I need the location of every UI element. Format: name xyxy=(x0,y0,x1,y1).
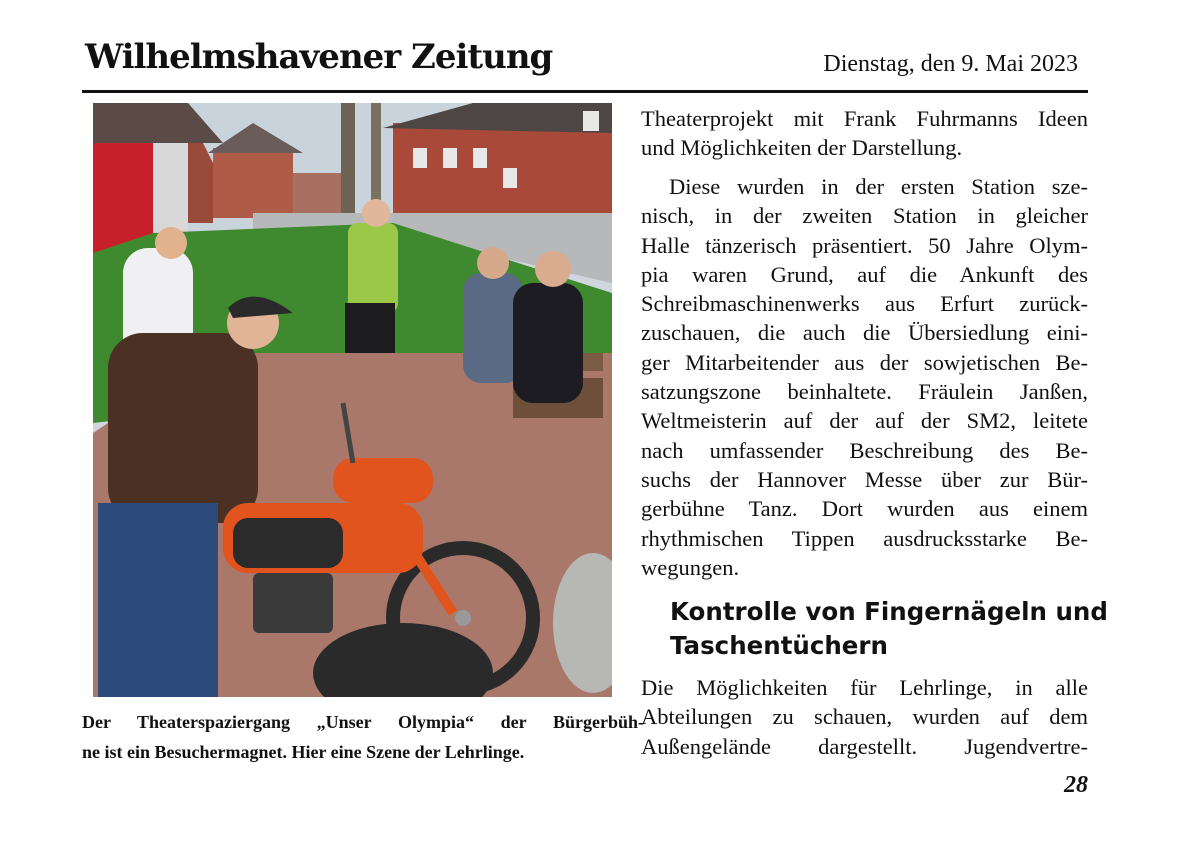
text-line: suchs der Hannover Messe über zur Bür- xyxy=(641,466,1088,492)
subheading-line: Taschentüchern xyxy=(670,631,888,660)
issue-date: Dienstag, den 9. Mai 2023 xyxy=(823,51,1078,77)
text-line: Die Möglichkeiten für Lehrlinge, in alle xyxy=(641,675,1088,700)
text-line: Theaterprojekt mit Frank Fuhrmanns Ideen xyxy=(641,106,1088,131)
text-line: gerbühne Tanz. Dort wurden aus einem xyxy=(641,496,1088,522)
text-line: ger Mitarbeitender aus der sowjetischen Be- xyxy=(641,349,1088,375)
article-photo xyxy=(93,103,612,697)
text-line: Weltmeisterin auf der auf der SM2, leitete xyxy=(641,408,1088,434)
text-line: nach umfassender Beschreibung des Be- xyxy=(641,437,1088,463)
text-line: pia waren Grund, auf die Ankunft des xyxy=(641,261,1088,287)
subheading-line: Kontrolle von Fingernägeln und xyxy=(670,597,1108,626)
paragraph-main xyxy=(641,172,1088,582)
caption-line: ne ist ein Besuchermagnet. Hier eine Szene der Lehrlinge. xyxy=(82,742,525,762)
photo-caption xyxy=(82,707,644,767)
text-line: Schreibmaschinenwerks aus Erfurt zurück- xyxy=(641,291,1088,317)
paragraph-after-heading xyxy=(641,673,1088,761)
text-line: satzungszone beinhaltete. Fräulein Janßen, xyxy=(641,379,1088,405)
subheading xyxy=(670,595,1108,663)
caption-line: Der Theaterspaziergang „Unser Olympia“ der Bürgerbüh- xyxy=(82,712,644,732)
text-line: Diese wurden in der ersten Station sze- xyxy=(669,174,1088,199)
text-line: rhythmischen Tippen ausdrucksstarke Be- xyxy=(641,525,1088,551)
text-line: Außengelände dargestellt. Jugendvertre- xyxy=(641,733,1088,759)
text-line: und Möglichkeiten der Darstellung. xyxy=(641,135,963,161)
text-line: nisch, in der zweiten Station in gleicher xyxy=(641,203,1088,229)
text-line: zuschauen, die auch die Übersiedlung eini- xyxy=(641,320,1088,346)
text-line: wegungen. xyxy=(641,554,740,580)
header-rule xyxy=(82,90,1088,93)
page-number: 28 xyxy=(1064,772,1088,798)
photo-illustration xyxy=(93,103,612,697)
text-line: Halle tänzerisch präsentiert. 50 Jahre Olym- xyxy=(641,232,1088,258)
masthead: Wilhelmshavener Zeitung xyxy=(85,37,553,77)
paragraph-continuation xyxy=(641,104,1088,163)
text-line: Abteilungen zu schauen, wurden auf dem xyxy=(641,704,1088,730)
